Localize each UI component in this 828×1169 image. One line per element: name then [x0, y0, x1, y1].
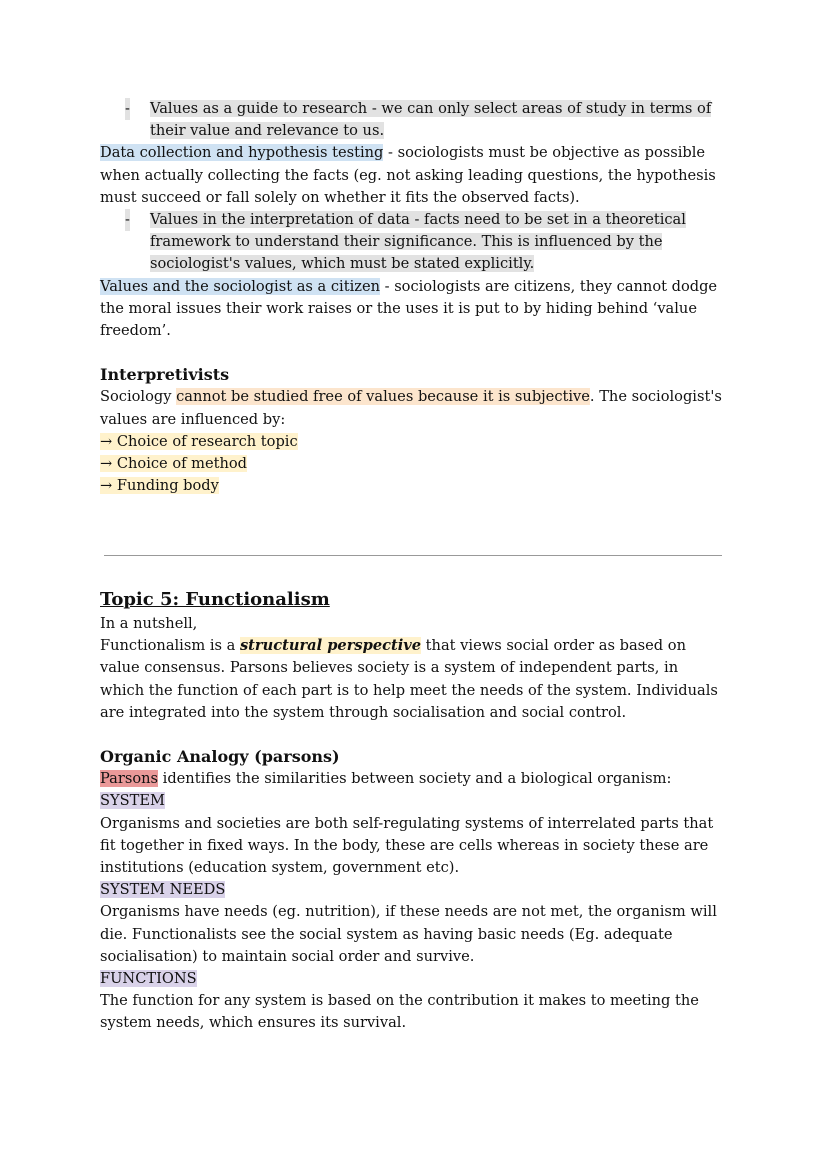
bullet-dash: - — [125, 209, 130, 231]
section-text-system: Organisms and societies are both self-regulating systems of interrelated parts that fit together in fixed ways. In the body, these are cells whereas in society these are institutions (education system, government etc). — [100, 814, 714, 877]
list-item — [100, 475, 725, 497]
bullet-text: Values in the interpretation of data - facts need to be set in a theoretical framework to understand their significance. This is influenced by the sociologist's values, which must be stated explicitly. — [150, 211, 686, 273]
organic-analogy-heading: Organic Analogy (parsons) — [100, 747, 340, 767]
paragraph-text: Functionalism is a — [100, 637, 240, 655]
interpretivists-heading: Interpretivists — [100, 365, 230, 385]
bullet-values-interpretation — [100, 209, 725, 276]
paragraph-text: - sociologists are citizens, they cannot dodge the moral issues their work raises or the uses it is put to by hiding behind ‘value freedom’. — [100, 277, 718, 340]
label-text: FUNCTIONS — [100, 970, 197, 988]
paragraph-text: - sociologists must be objective as possible when actually collecting the facts (eg. not asking leading questions, the hypothesis must succeed or fall solely on whether it fits the observed facts). — [100, 144, 716, 206]
organic-intro — [100, 768, 725, 790]
label-text: SYSTEM NEEDS — [100, 881, 226, 899]
section-divider — [104, 555, 722, 556]
functionalism-section — [100, 587, 725, 1035]
section-label-system-needs — [100, 879, 725, 901]
section-label-system — [100, 790, 725, 812]
section-text-functions: The function for any system is based on the contribution it makes to meeting the system needs, which ensures its survival. — [100, 992, 699, 1032]
list-item — [100, 431, 725, 453]
topic-title: Topic 5: Functionalism — [100, 589, 330, 610]
list-item-text: → Choice of research topic — [100, 432, 298, 450]
label-text: SYSTEM — [100, 792, 165, 810]
list-item-text: → Funding body — [100, 477, 219, 495]
section-label-functions — [100, 968, 725, 990]
interpretivists-intro — [100, 386, 725, 430]
positivist-values-section — [100, 98, 725, 497]
bullet-dash: - — [125, 98, 130, 120]
highlight-structural-perspective: structural perspective — [239, 637, 422, 655]
citizen-paragraph — [100, 276, 725, 343]
intro-text: . The sociologist's values are influenced by: — [100, 388, 722, 428]
intro-text: identifies the similarities between society and a biological organism: — [158, 770, 672, 788]
highlight-subjective: cannot be studied free of values because it is subjective — [176, 388, 590, 406]
nutshell-line: In a nutshell, — [100, 615, 198, 632]
bullet-values-guide — [100, 98, 725, 142]
data-collection-paragraph — [100, 142, 725, 209]
list-item-text: → Choice of method — [100, 455, 248, 473]
bullet-text: Values as a guide to research - we can only select areas of study in terms of their value and relevance to us. — [150, 100, 712, 140]
functionalism-paragraph — [100, 635, 725, 724]
term-data-collection: Data collection and hypothesis testing — [100, 144, 384, 162]
section-text-system-needs: Organisms have needs (eg. nutrition), if these needs are not met, the organism will die. Functionalists see the social system as having basic needs (Eg. adequate socialisation) to maintain social order and survive. — [100, 903, 717, 965]
paragraph-text: that views social order as based on value consensus. Parsons believes society is a system of independent parts, in which the function of each part is to help meet the needs of the system. Individuals are integrated into the system through socialisation and social control. — [100, 637, 718, 721]
list-item — [100, 453, 725, 475]
highlight-parsons: Parsons — [100, 770, 159, 788]
term-citizen: Values and the sociologist as a citizen — [100, 277, 380, 295]
intro-text: Sociology — [100, 388, 177, 406]
